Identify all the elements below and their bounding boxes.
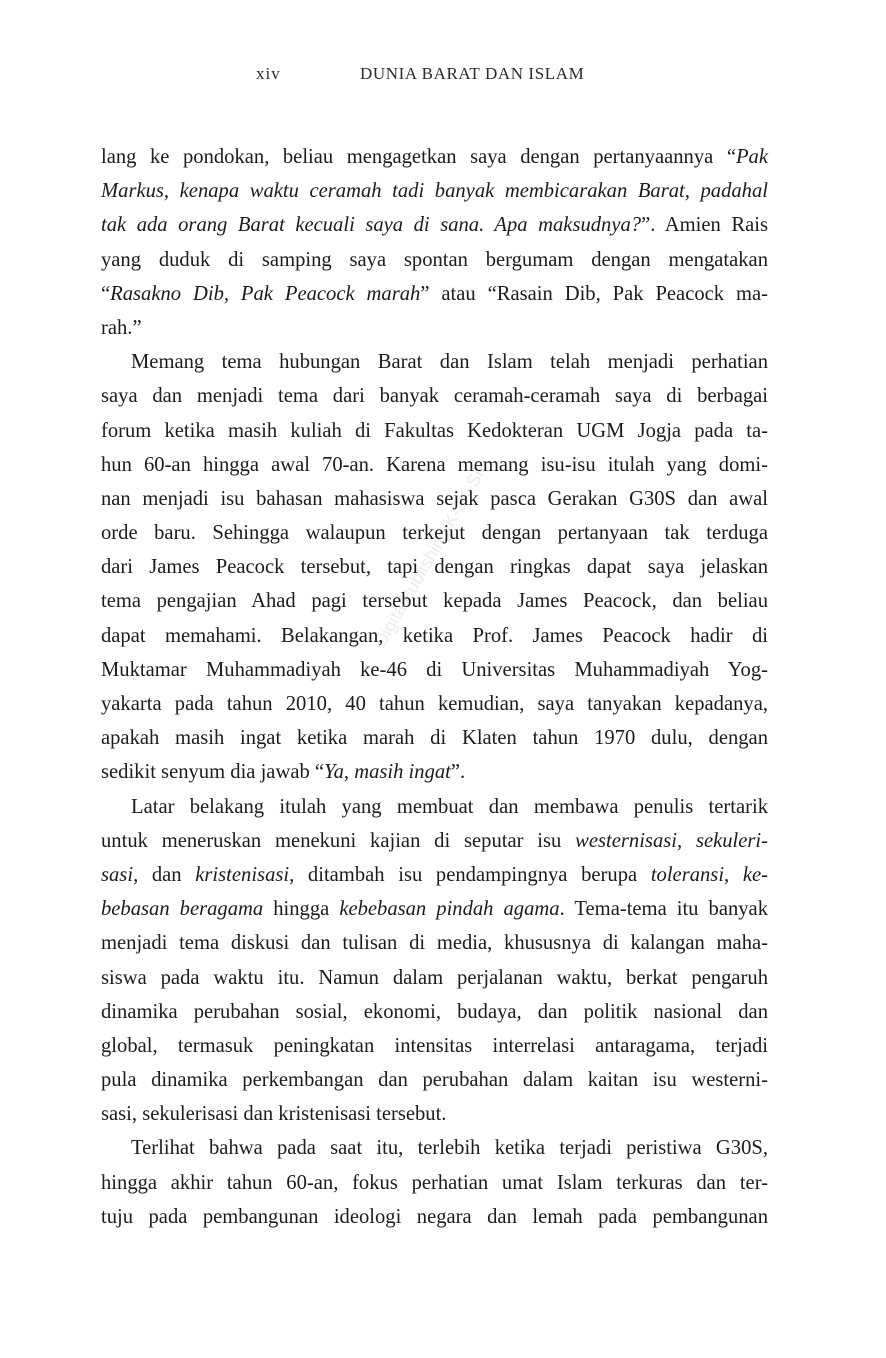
paragraph <box>101 1131 768 1234</box>
paragraph <box>101 345 768 789</box>
text-run: “ <box>101 282 111 305</box>
text-line <box>101 755 768 789</box>
text-line <box>101 1029 768 1063</box>
text-line <box>101 995 768 1029</box>
text-run: Terlihat bahwa pada saat itu, terlebih ketika terjadi peristiwa G30S, <box>131 1137 768 1160</box>
text-line <box>101 926 768 960</box>
text-run: sasi, sekulerisasi dan kristenisasi tersebut. <box>101 1103 447 1126</box>
text-run: yang duduk di samping saya spontan bergumam dengan mengatakan <box>101 248 768 271</box>
italic-run: Markus, kenapa waktu ceramah tadi banyak membicarakan Barat, padahal <box>101 180 768 203</box>
text-line <box>101 516 768 550</box>
text-run: ”. <box>450 761 466 784</box>
text-run: Memang tema hubungan Barat dan Islam telah menjadi perhatian <box>131 351 768 374</box>
italic-run: kristenisasi <box>195 863 290 886</box>
text-line <box>101 653 768 687</box>
italic-run: toleransi <box>650 863 725 886</box>
text-line <box>101 687 768 721</box>
text-run: dari James Peacock tersebut, tapi dengan ringkas dapat saya jelaskan <box>101 556 768 579</box>
italic-run: tak ada orang Barat kecuali saya di sana. Apa maksudnya? <box>101 214 642 237</box>
text-run: untuk meneruskan menekuni kajian di seputar isu <box>101 829 576 852</box>
text-line <box>101 208 768 242</box>
text-line <box>101 961 768 995</box>
text-line <box>101 1063 768 1097</box>
text-run: hun 60-an hingga awal 70-an. Karena memang isu-isu itulah yang domi- <box>101 453 768 476</box>
text-line <box>101 1131 768 1165</box>
text-line <box>101 1166 768 1200</box>
text-line <box>101 414 768 448</box>
italic-run: Ya, masih ingat <box>324 761 451 784</box>
text-run: hingga akhir tahun 60-an, fokus perhatian umat Islam terkuras dan ter- <box>101 1171 768 1194</box>
italic-run: sasi <box>101 863 134 886</box>
text-run: forum ketika masih kuliah di Fakultas Kedokteran UGM Jogja pada ta- <box>101 419 768 442</box>
text-run: siswa pada waktu itu. Namun dalam perjalanan waktu, berkat pengaruh <box>101 966 768 989</box>
text-line <box>101 345 768 379</box>
text-line <box>101 1097 768 1131</box>
text-run: , dan <box>133 863 196 886</box>
text-run: orde baru. Sehingga walaupun terkejut dengan pertanyaan tak terduga <box>101 522 768 545</box>
text-run: , ditambah isu pendampingnya berupa <box>289 863 651 886</box>
text-run: saya dan menjadi tema dari banyak ceramah-ceramah saya di berbagai <box>101 385 768 408</box>
text-run: yakarta pada tahun 2010, 40 tahun kemudian, saya tanyakan kepadanya, <box>101 693 768 715</box>
italic-run: bebasan beragama <box>101 898 264 921</box>
text-line <box>101 790 768 824</box>
text-run: apakah masih ingat ketika marah di Klaten tahun 1970 dulu, dengan <box>101 727 768 750</box>
text-line <box>101 721 768 755</box>
text-line <box>101 448 768 482</box>
text-run: Latar belakang itulah yang membuat dan membawa penulis tertarik <box>131 795 768 818</box>
text-run: rah.” <box>101 316 142 339</box>
text-run: pula dinamika perkembangan dan perubahan dalam kaitan isu westerni- <box>101 1069 768 1092</box>
text-line <box>101 619 768 653</box>
text-line <box>101 243 768 277</box>
text-run: tema pengajian Ahad pagi tersebut kepada James Peacock, dan beliau <box>101 590 768 613</box>
text-line <box>101 1200 768 1234</box>
italic-run: sekuleri- <box>695 829 769 852</box>
text-run: hingga <box>263 898 340 921</box>
text-line <box>101 584 768 618</box>
text-line <box>101 892 768 926</box>
text-run: ” atau “Rasain Dib, Pak Peacock ma- <box>420 282 769 305</box>
text-line <box>101 824 768 858</box>
paragraph <box>101 140 768 345</box>
text-run: , <box>724 863 743 886</box>
paragraph <box>101 790 768 1132</box>
text-run: Muktamar Muhammadiyah ke-46 di Universitas Muhammadiyah Yog- <box>101 658 768 681</box>
text-line <box>101 550 768 584</box>
text-run: lang ke pondokan, beliau mengagetkan saya dengan pertanyaannya “ <box>101 146 736 168</box>
text-run: menjadi tema diskusi dan tulisan di media, khususnya di kalangan maha- <box>101 932 768 955</box>
italic-run: Rasakno Dib, Pak Peacock marah <box>110 282 421 305</box>
text-run: sedikit senyum dia jawab “ <box>101 761 325 784</box>
text-line <box>101 311 768 345</box>
text-run: ”. Amien Rais <box>641 214 768 237</box>
text-run: nan menjadi isu bahasan mahasiswa sejak pasca Gerakan G30S dan awal <box>101 487 768 510</box>
text-line <box>101 174 768 208</box>
text-run: dapat memahami. Belakangan, ketika Prof. James Peacock hadir di <box>101 624 768 647</box>
italic-run: ke- <box>742 863 768 886</box>
italic-run: Pak <box>735 146 768 168</box>
running-header <box>0 64 886 90</box>
body-text <box>101 140 768 1234</box>
text-line <box>101 858 768 892</box>
text-line <box>101 379 768 413</box>
text-line <box>101 277 768 311</box>
text-run: . Tema-tema itu banyak <box>559 898 768 921</box>
watermark: DigitalPublishing/K-2K-SF <box>370 460 491 650</box>
page-number: xiv <box>256 64 281 83</box>
italic-run: kebebasan pindah agama <box>339 898 560 921</box>
text-run: tuju pada pembangunan ideologi negara dan lemah pada pembangunan <box>101 1205 768 1228</box>
text-run: dinamika perubahan sosial, ekonomi, budaya, dan politik nasional dan <box>101 1000 768 1023</box>
text-line <box>101 140 768 174</box>
running-title: DUNIA BARAT DAN ISLAM <box>360 64 585 83</box>
text-run: , <box>676 829 696 852</box>
italic-run: westernisasi <box>575 829 677 852</box>
text-run: global, termasuk peningkatan intensitas interrelasi antaragama, terjadi <box>101 1034 768 1057</box>
text-line <box>101 482 768 516</box>
